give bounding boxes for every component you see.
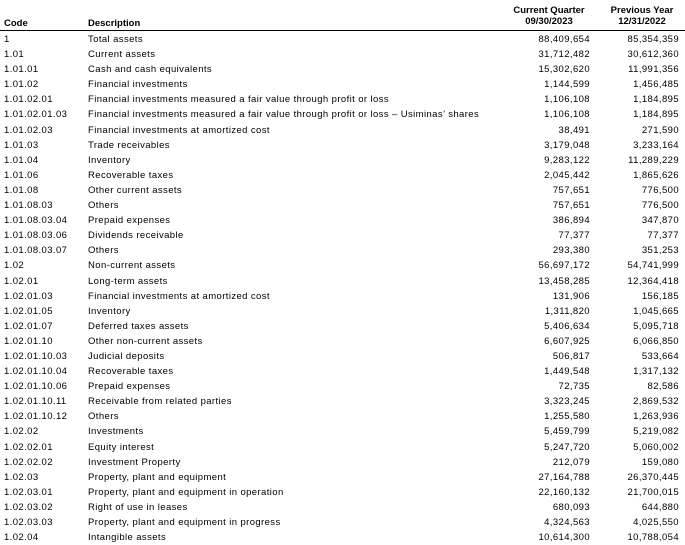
row-previous-year: 54,741,999 (627, 260, 679, 272)
row-code: 1.01.04 (4, 154, 39, 166)
row-current-quarter: 5,406,634 (544, 320, 590, 332)
row-current-quarter: 56,697,172 (538, 260, 590, 272)
row-code: 1.01.08 (4, 184, 39, 196)
row-code: 1.02.01.03 (4, 290, 53, 302)
table-row (0, 334, 685, 349)
table-row (0, 47, 685, 62)
row-code: 1.02.02.01 (4, 441, 53, 453)
row-description: Others (88, 245, 119, 257)
table-row (0, 379, 685, 394)
row-code: 1.02.01.10.04 (4, 366, 68, 378)
header-previous-year-date: 12/31/2022 (618, 16, 666, 27)
table-row (0, 274, 685, 289)
row-previous-year: 21,700,015 (627, 486, 679, 498)
row-current-quarter: 6,607,925 (544, 335, 590, 347)
row-description: Others (88, 411, 119, 423)
row-description: Financial investments measured a fair value through profit or loss – Usiminas’ shares (88, 109, 480, 121)
table-row (0, 62, 685, 77)
table-row (0, 394, 685, 409)
row-previous-year: 533,664 (641, 350, 679, 362)
row-code: 1.02 (4, 260, 25, 272)
row-code: 1.02.04 (4, 532, 39, 544)
table-row (0, 440, 685, 455)
row-current-quarter: 293,380 (552, 245, 590, 257)
row-current-quarter: 5,459,799 (544, 426, 590, 438)
row-current-quarter: 757,651 (552, 184, 590, 196)
table-header (0, 0, 685, 31)
row-previous-year: 11,289,229 (628, 154, 679, 166)
row-code: 1.02.03.02 (4, 501, 53, 513)
row-current-quarter: 77,377 (558, 230, 590, 242)
row-previous-year: 1,184,895 (633, 109, 679, 121)
table-row (0, 424, 685, 439)
row-previous-year: 5,219,082 (633, 426, 679, 438)
table-row (0, 198, 685, 213)
row-current-quarter: 9,283,122 (544, 154, 590, 166)
row-code: 1.01.02.01 (4, 94, 53, 106)
row-previous-year: 11,991,356 (628, 64, 679, 76)
table-row (0, 183, 685, 198)
row-description: Financial investments at amortized cost (88, 124, 270, 136)
row-description: Trade receivables (88, 139, 170, 151)
row-current-quarter: 1,449,548 (544, 366, 590, 378)
row-current-quarter: 680,093 (552, 501, 590, 513)
row-description: Recoverable taxes (88, 366, 174, 378)
row-previous-year: 4,025,550 (633, 517, 679, 528)
row-code: 1.02.03.01 (4, 486, 53, 498)
row-previous-year: 3,233,164 (633, 139, 679, 151)
row-previous-year: 644,880 (641, 501, 679, 513)
row-code: 1.01.02.01.03 (4, 109, 68, 121)
row-previous-year: 271,590 (641, 124, 679, 136)
row-current-quarter: 4,324,563 (544, 517, 590, 528)
table-row (0, 107, 685, 122)
header-previous-year (600, 5, 684, 27)
row-current-quarter: 1,144,599 (544, 79, 590, 91)
header-code: Code (4, 18, 28, 29)
row-previous-year: 26,370,445 (627, 471, 679, 483)
row-description: Intangible assets (88, 532, 167, 544)
row-description: Prepaid expenses (88, 215, 171, 227)
table-row (0, 364, 685, 379)
row-current-quarter: 13,458,285 (538, 275, 590, 287)
row-code: 1.01 (4, 49, 25, 61)
row-description: Total assets (88, 34, 143, 45)
row-code: 1.01.03 (4, 139, 39, 151)
row-current-quarter: 15,302,620 (538, 64, 590, 76)
row-previous-year: 1,865,626 (633, 169, 679, 181)
row-code: 1.01.08.03.06 (4, 230, 68, 242)
row-description: Right of use in leases (88, 501, 188, 513)
row-description: Other non-current assets (88, 335, 203, 347)
row-description: Cash and cash equivalents (88, 64, 213, 76)
row-code: 1.01.02.03 (4, 124, 53, 136)
row-previous-year: 1,045,665 (633, 305, 679, 317)
row-code: 1.02.01.10 (4, 335, 53, 347)
row-previous-year: 1,456,485 (633, 79, 679, 91)
header-divider (0, 30, 685, 31)
row-description: Financial investments (88, 79, 188, 91)
table-row (0, 77, 685, 92)
row-description: Prepaid expenses (88, 381, 171, 393)
row-description: Investments (88, 426, 144, 438)
row-previous-year: 6,066,850 (633, 335, 679, 347)
header-previous-year-label: Previous Year (610, 5, 674, 16)
row-previous-year: 159,080 (641, 456, 679, 468)
row-description: Financial investments measured a fair value through profit or loss (88, 94, 389, 106)
table-row (0, 138, 685, 153)
row-code: 1.02.03.03 (4, 517, 53, 528)
table-row (0, 409, 685, 424)
table-row (0, 32, 685, 47)
table-row (0, 500, 685, 515)
table-row (0, 228, 685, 243)
row-current-quarter: 386,894 (552, 215, 590, 227)
row-current-quarter: 22,160,132 (538, 486, 590, 498)
table-row (0, 258, 685, 273)
table-row (0, 349, 685, 364)
row-description: Financial investments at amortized cost (88, 290, 270, 302)
row-code: 1.02.02 (4, 426, 39, 438)
row-current-quarter: 1,106,108 (544, 94, 590, 106)
row-description: Non-current assets (88, 260, 176, 272)
row-current-quarter: 10,614,300 (538, 532, 590, 544)
header-current-quarter-date: 09/30/2023 (525, 16, 573, 27)
table-row (0, 304, 685, 319)
row-previous-year: 82,586 (647, 381, 679, 393)
table-row (0, 515, 685, 530)
row-previous-year: 1,317,132 (633, 366, 679, 378)
row-code: 1.01.02 (4, 79, 39, 91)
row-description: Property, plant and equipment (88, 471, 227, 483)
row-code: 1.02.03 (4, 471, 39, 483)
row-code: 1.02.01 (4, 275, 39, 287)
row-current-quarter: 27,164,788 (538, 471, 590, 483)
table-row (0, 243, 685, 258)
row-code: 1.02.01.10.12 (4, 411, 68, 423)
table-row (0, 153, 685, 168)
row-previous-year: 351,253 (641, 245, 679, 257)
row-code: 1.01.08.03 (4, 200, 53, 212)
row-code: 1.01.06 (4, 169, 39, 181)
table-row (0, 455, 685, 470)
row-description: Receivable from related parties (88, 396, 232, 408)
row-code: 1.01.01 (4, 64, 39, 76)
row-current-quarter: 5,247,720 (544, 441, 590, 453)
row-code: 1 (4, 34, 10, 45)
row-previous-year: 347,870 (641, 215, 679, 227)
row-current-quarter: 1,255,580 (544, 411, 590, 423)
row-code: 1.02.01.05 (4, 305, 53, 317)
row-previous-year: 85,354,359 (627, 34, 679, 45)
header-description: Description (88, 18, 141, 29)
row-previous-year: 10,788,054 (627, 532, 679, 544)
table-row (0, 289, 685, 304)
row-current-quarter: 38,491 (558, 124, 590, 136)
row-current-quarter: 757,651 (552, 200, 590, 212)
table-row (0, 168, 685, 183)
row-code: 1.02.01.10.11 (4, 396, 67, 408)
row-description: Other current assets (88, 184, 183, 196)
row-current-quarter: 31,712,482 (538, 49, 590, 61)
row-description: Inventory (88, 154, 131, 166)
row-current-quarter: 72,735 (558, 381, 590, 393)
row-current-quarter: 1,311,820 (544, 305, 590, 317)
row-previous-year: 776,500 (641, 184, 679, 196)
row-current-quarter: 1,106,108 (544, 109, 590, 121)
table-row (0, 92, 685, 107)
row-description: Property, plant and equipment in progress (88, 517, 281, 528)
row-previous-year: 776,500 (641, 200, 679, 212)
row-current-quarter: 3,179,048 (544, 139, 590, 151)
row-description: Long-term assets (88, 275, 168, 287)
row-code: 1.02.01.10.06 (4, 381, 68, 393)
row-code: 1.02.01.10.03 (4, 350, 68, 362)
header-current-quarter-label: Current Quarter (513, 5, 585, 16)
row-description: Dividends receivable (88, 230, 184, 242)
row-code: 1.01.08.03.04 (4, 215, 68, 227)
row-description: Current assets (88, 49, 156, 61)
row-description: Others (88, 200, 119, 212)
row-previous-year: 5,060,002 (633, 441, 679, 453)
row-previous-year: 2,869,532 (633, 396, 679, 408)
row-current-quarter: 3,323,245 (544, 396, 590, 408)
table-row (0, 470, 685, 485)
balance-sheet-table (0, 32, 685, 545)
row-current-quarter: 88,409,654 (538, 34, 590, 45)
row-code: 1.01.08.03.07 (4, 245, 68, 257)
row-current-quarter: 131,906 (552, 290, 590, 302)
row-description: Inventory (88, 305, 131, 317)
table-row (0, 123, 685, 138)
row-description: Equity interest (88, 441, 155, 453)
row-current-quarter: 212,079 (552, 456, 590, 468)
row-description: Recoverable taxes (88, 169, 174, 181)
header-current-quarter (508, 5, 590, 27)
row-previous-year: 156,185 (641, 290, 679, 302)
row-code: 1.02.01.07 (4, 320, 53, 332)
row-description: Judicial deposits (88, 350, 165, 362)
table-row (0, 319, 685, 334)
row-previous-year: 12,364,418 (627, 275, 679, 287)
row-previous-year: 30,612,360 (627, 49, 679, 61)
row-previous-year: 1,184,895 (633, 94, 679, 106)
row-previous-year: 77,377 (647, 230, 679, 242)
row-previous-year: 1,263,936 (633, 411, 679, 423)
row-previous-year: 5,095,718 (633, 320, 679, 332)
table-row (0, 485, 685, 500)
row-current-quarter: 2,045,442 (544, 169, 590, 181)
row-description: Deferred taxes assets (88, 320, 189, 332)
table-row (0, 213, 685, 228)
row-description: Property, plant and equipment in operation (88, 486, 284, 498)
row-code: 1.02.02.02 (4, 456, 53, 468)
row-description: Investment Property (88, 456, 181, 468)
row-current-quarter: 506,817 (552, 350, 590, 362)
